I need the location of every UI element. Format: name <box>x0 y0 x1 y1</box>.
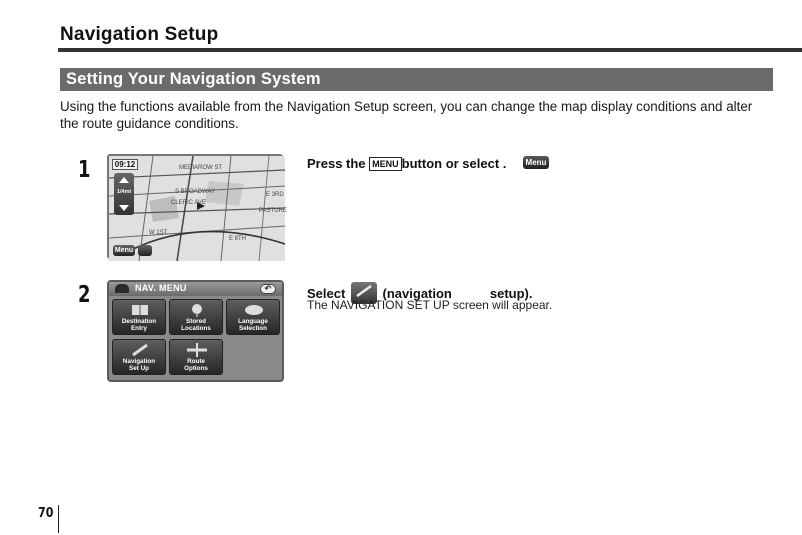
nav-menu-title: NAV. MENU <box>135 283 187 293</box>
menu-tile-stored <box>169 299 223 335</box>
step-2-text-mid: (navigation <box>378 286 452 301</box>
map-menu-button: Menu <box>114 247 134 254</box>
nav-menu-header <box>109 282 282 296</box>
page-number: 70 <box>38 506 54 521</box>
map-screen-image <box>107 154 287 259</box>
menu-tile-label: Navigation Set Up <box>122 358 156 372</box>
return-arrow-icon: ↶ <box>260 284 276 294</box>
section-title: Setting Your Navigation System <box>66 70 321 88</box>
step-1-text-suffix: or select <box>442 156 503 171</box>
menu-tile-label: Route Options <box>184 358 208 372</box>
title-rule <box>58 48 802 52</box>
menu-chip-image: Menu <box>523 156 549 169</box>
nav-menu-screen-image <box>107 280 284 382</box>
map-label: S BROADWAY <box>175 189 216 195</box>
step-2-note: The NAVIGATION SET UP screen will appear. <box>307 298 553 312</box>
map-view-button <box>138 245 152 256</box>
flag-icon <box>187 303 207 317</box>
step-1-number: 1 <box>78 157 91 183</box>
step-1-text-mid: button <box>401 156 443 171</box>
map-label: PASTURE <box>259 208 287 214</box>
pen-icon <box>130 343 150 357</box>
map-label: MEDIAROW ST <box>179 165 222 171</box>
step-2-number: 2 <box>78 282 91 308</box>
step-2-text-prefix: Select <box>307 286 349 301</box>
step-1-text-prefix: Press the <box>307 156 370 171</box>
intro-paragraph: Using the functions available from the Navigation Setup screen, you can change the map display conditions and alter the route guidance conditions. <box>60 99 753 131</box>
map-label: CLERIC AVE <box>171 200 206 206</box>
speech-icon <box>244 303 264 317</box>
menu-tile-navigation-setup <box>112 339 166 375</box>
book-icon <box>130 303 150 317</box>
step-1-instruction <box>307 156 506 171</box>
menu-tile-label: Stored Locations <box>181 318 211 332</box>
page-title: Navigation Setup <box>60 24 219 45</box>
menu-tile-language <box>226 299 280 335</box>
zoom-scale: 1/4mi <box>116 189 132 195</box>
map-label: W 1ST <box>149 230 168 236</box>
menu-tile-label: Language Selection <box>238 318 268 332</box>
car-icon <box>115 284 129 293</box>
map-label: E 3RD <box>266 192 284 198</box>
menu-tile-label: Destination Entry <box>121 318 157 332</box>
map-clock: 09:12 <box>112 159 138 170</box>
step-2-text-suffix: setup). <box>489 286 533 301</box>
menu-tile-destination <box>112 299 166 335</box>
section-bar <box>60 68 773 91</box>
road-icon <box>187 343 207 357</box>
menu-tile-route-options <box>169 339 223 375</box>
page-number-rule <box>58 505 59 533</box>
step-1-text-end: . <box>502 156 507 171</box>
menu-button-image: MENU <box>369 157 402 171</box>
map-label: E 8TH <box>229 236 247 242</box>
zoom-control <box>114 173 134 215</box>
